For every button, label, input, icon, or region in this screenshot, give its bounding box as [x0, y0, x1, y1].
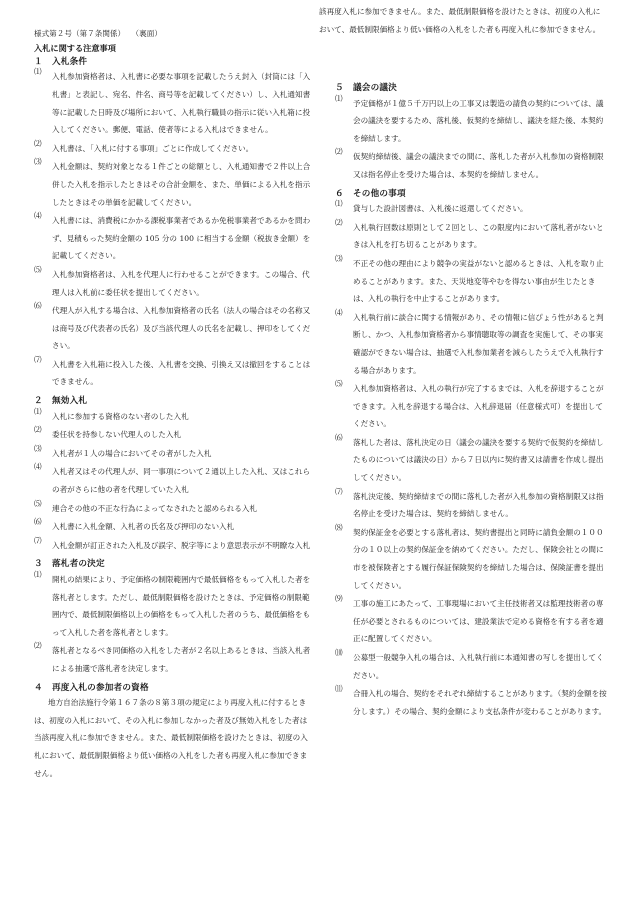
list-item: ⑹ 落札した者は、落札決定の日（議会の議決を要する契約で仮契約を締結したものについては議決の日）から７日以内に契約書又は請書を作成し提出してください。 [334, 432, 604, 483]
list-item: ⑵ 入札書は、「入札に付する事項」ごとに作成してください。 [34, 138, 254, 153]
list-item: ⑴ 入札参加資格者は、入札書に必要な事項を記載したうえ封入（封筒には「入札書」と表記し、宛名、件名、商号等を記載してください）し、入札通知書等に記載した日時及び場所において、入札執行職員の指示に従い入札箱に投入してください。郵便、電話、使者等による入札はできません。 [34, 67, 311, 135]
form-header [34, 30, 313, 38]
list-item: ⑾ 合冊入札の場合、契約をそれぞれ締結することがあります。（契約金額を按分します。）その場合、契約金額により支払条件が変わることがあります。 [334, 684, 607, 716]
list-item: ⑽ 公募型一般競争入札の場合は、入札執行前に本通知書の写しを提出してください。 [334, 648, 604, 680]
list-item: ⑺ 入札書を入札箱に投入した後、入札書を交換、引換え又は撤回をすることはできません。 [34, 354, 311, 387]
section-title-1: １ 入札条件 [34, 56, 88, 67]
document-title: 入札に関する注意事項 [34, 42, 116, 53]
list-item: ⑹ 代理人が入札する場合は、入札参加資格者の氏名（法人の場合はその名称又は商号及び代表者の氏名）及び当該代理人の氏名を記載し、押印をしてください。 [34, 301, 311, 351]
list-item: ⑷ 入札者又はその代理人が、同一事項について２通以上した入札、又はこれらの者がさらに他の者を代理していた入札 [34, 462, 311, 495]
list-item: ⑸ 入札参加資格者は、入札を代理人に行わせることができます。この場合、代理人は入札前に委任状を提出してください。 [34, 264, 310, 297]
list-item: ⑶ 入札金額は、契約対象となる１件ごとの総額とし、入札通知書で２件以上合併した入札を指示したときはその合計金額を、また、単価による入札を指示したときはその単価を記載してください。 [34, 157, 311, 207]
right-column [318, 7, 610, 747]
list-item: ⑵ 仮契約締結後、議会の議決までの間に、落札した者が入札参加の資格制限又は指名停止を受けた場合は、本契約を締結しません。 [334, 147, 604, 179]
list-item: ⑻ 契約保証金を必要とする落札者は、契約書提出と同時に請負金額の１００分の１０以上の契約保証金を納めてください。ただし、保険会社との間に市を被保険者とする履行保証保険契約を締結した場合は、保険証書を提出してください。 [334, 522, 604, 590]
list-item: ⑼ 工事の施工にあたって、工事現場において主任技術者又は監理技術者の専任が必要とされるものについては、建設業法で定める資格を有する者を適正に配置してください。 [334, 594, 604, 644]
list-item: ⑵ 委任状を持参しない代理人のした入札 [34, 425, 182, 440]
section-title-6: ６ その他の事項 [334, 188, 406, 199]
section-4-paragraph: 地方自治法施行令第１６７条の８第３項の規定により再度入札に付するときは、初度の入札において、その入札に参加しなかった者及び無効入札をした者は当該再度入札に参加できません。また、最低制限価格を設けたときは、初度の入札において、最低制限価格より低い価格の入札をした者も再度入札に参加できません。 [34, 698, 308, 778]
list-item: ⑺ 落札決定後、契約締結までの間に落札した者が入札参加の資格制限又は指名停止を受けた場合は、契約を締結しません。 [334, 486, 604, 519]
list-item: ⑴ 予定価格が１億５千万円以上の工事又は製造の請負の契約については、議会の議決を要するため、落札後、仮契約を締結し、議決を経た後、本契約を締結します。 [334, 93, 604, 143]
section-title-3: ３ 落札者の決定 [34, 559, 105, 570]
list-item: ⑵ 落札者となるべき同価格の入札をした者が２名以上あるときは、当該入札者による抽選で落札者を決定します。 [34, 641, 311, 673]
list-item: ⑸ 入札参加資格者は、入札の執行が完了するまでは、入札を辞退することができます。入札を辞退する場合は、入札辞退届（任意様式可）を提出してください。 [334, 379, 604, 429]
list-item: ⑴ 貸与した設計図書は、入札後に返還してください。 [334, 199, 528, 214]
list-item: ⑸ 連合その他の不正な行為によってなされたと認められる入札 [34, 498, 258, 513]
list-item: ⑷ 入札書には、消費税にかかる課税事業者であるか免税事業者であるかを問わず、見積もった契約金額の 105 分の 100 に相当する金額（税抜き金額）を記載してください。 [34, 211, 311, 261]
section-4-paragraph-continued: 該再度入札に参加できません。また、最低制限価格を設けたときは、初度の入札において、最低制限価格より低い価格の入札をした者も再度入札に参加できません。 [318, 7, 601, 34]
section-title-2: ２ 無効入札 [34, 396, 88, 407]
form-label: 様式第２号（第７条関係） [34, 29, 126, 38]
section-title-5: ５ 議会の議決 [334, 83, 397, 93]
form-side: （裏面） [131, 29, 162, 38]
list-item: ⑷ 入札執行前に談合に関する情報があり、その情報に信ぴょう性があると判断し、かつ、入札参加資格者から事情聴取等の調査を実施して、その事実確認ができない場合は、抽選で入札参加業者を減らしたうえで入札執行する場合があります。 [334, 307, 604, 375]
list-item: ⑴ 入札に参加する資格のない者のした入札 [34, 406, 189, 421]
list-item: ⑶ 入札者が１人の場合においてその者がした入札 [34, 443, 212, 458]
list-item: ⑺ 入札金額が訂正された入札及び誤字、脱字等により意思表示が不明瞭な入札 [34, 535, 311, 550]
left-column [34, 29, 313, 778]
list-item: ⑴ 開札の結果により、予定価格の制限範囲内で最低価格をもって入札した者を落札者とします。ただし、最低制限価格を設けたときは、予定価格の制限範囲内で、最低制限価格以上の価格をもって入札した者のうち、最低価格をもって入札した者を落札者とします。 [34, 570, 311, 637]
list-item: ⑶ 不正その他の理由により競争の実益がないと認めるときは、入札を取り止めることがあります。また、天災地変等やむを得ない事由が生じたときは、入札の執行を中止することがあります。 [334, 253, 604, 304]
section-title-4: ４ 再度入札の参加者の資格 [34, 682, 149, 693]
list-item: ⑹ 入札書に入札金額、入札者の氏名及び押印のない入札 [34, 517, 235, 532]
list-item: ⑵ 入札執行回数は原則として２回とし、この限度内において落札者がないときは入札を打ち切ることがあります。 [334, 217, 604, 250]
